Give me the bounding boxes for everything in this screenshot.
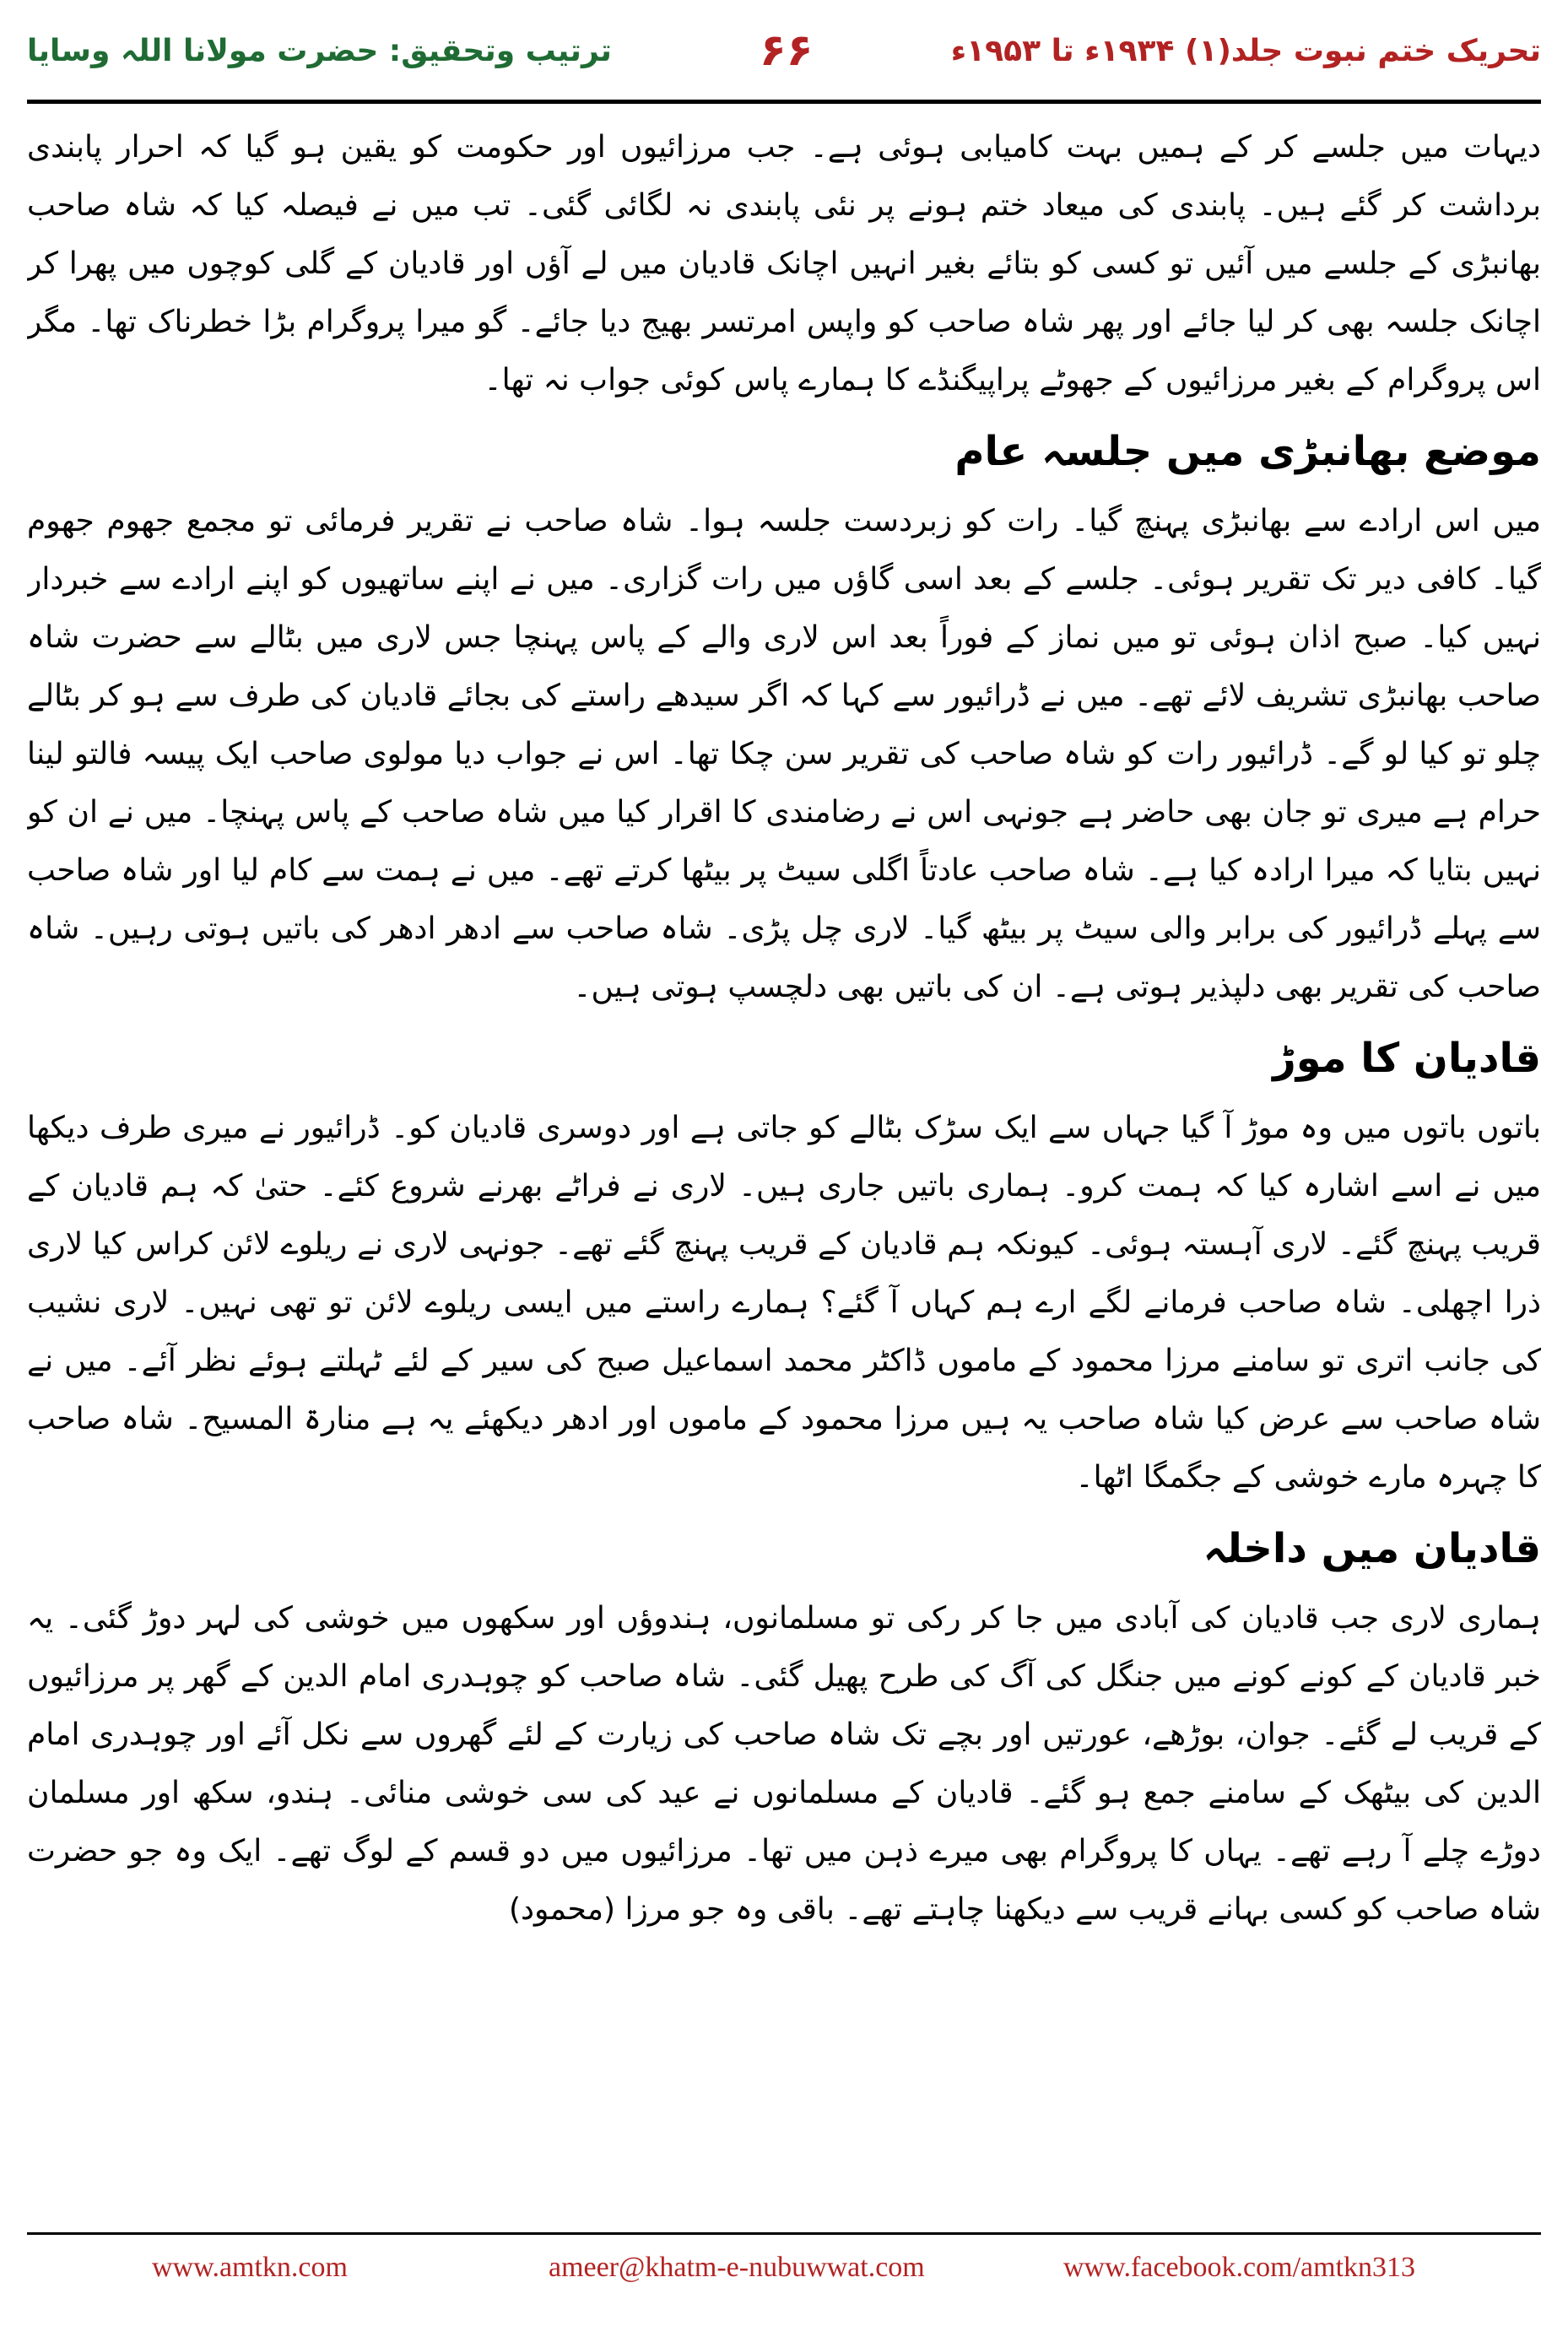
- page-footer: [0, 2252, 1568, 2302]
- footer-email-link[interactable]: ameer@khatm-e-nubuwwat.com: [549, 2252, 925, 2283]
- footer-website-link[interactable]: www.amtkn.com: [152, 2252, 348, 2283]
- paragraph: باتوں باتوں میں وہ موڑ آ گیا جہاں سے ایک سڑک بٹالے کو جاتی ہے اور دوسری قادیان کو۔ ڈرائیور نے میری طرف دیکھا میں نے اسے اشارہ کیا کہ ہمت کرو۔ ہماری باتیں جاری ہیں۔ لاری نے فراٹے بھرنے شروع کئے۔ حتیٰ کہ ہم قادیان کے قریب پہنچ گئے۔ لاری آہستہ ہوئی۔ کیونکہ ہم قادیان کے قریب پہنچ گئے تھے۔ جونہی لاری نے ریلوے لائن کراس کیا لاری ذرا اچھلی۔ شاہ صاحب فرمانے لگے ارے ہم کہاں آ گئے؟ ہمارے راستے میں ایسی ریلوے لائن تو تھی نہیں۔ لاری نشیب کی جانب اتری تو سامنے مرزا محمود کے ماموں ڈاکٹر محمد اسماعیل صبح کی سیر کے لئے ٹہلتے ہوئے نظر آئے۔ میں نے شاہ صاحب سے عرض کیا شاہ صاحب یہ ہیں مرزا محمود کے ماموں اور ادھر دیکھئے یہ ہے منارۃ المسیح۔ شاہ صاحب کا چہرہ مارے خوشی کے جگمگا اٹھا۔: [27, 1111, 1541, 1495]
- paragraph: دیہات میں جلسے کر کے ہمیں بہت کامیابی ہوئی ہے۔ جب مرزائیوں اور حکومت کو یقین ہو گیا کہ احرار پابندی برداشت کر گئے ہیں۔ پابندی کی میعاد ختم ہونے پر نئی پابندی نہ لگائی گئی۔ تب میں نے فیصلہ کیا کہ شاہ صاحب بھانبڑی کے جلسے میں آئیں تو کسی کو بتائے بغیر انہیں اچانک قادیان میں لے آؤں اور قادیان کے گلی کوچوں میں پھرا کر اچانک جلسہ بھی کر لیا جائے اور پھر شاہ صاحب کو واپس امرتسر بھیج دیا جائے۔ گو میرا پروگرام بڑا خطرناک تھا۔ مگر اس پروگرام کے بغیر مرزائیوں کے جھوٹے پراپیگنڈے کا ہمارے پاس کوئی جواب نہ تھا۔: [27, 130, 1541, 398]
- footer-facebook-link[interactable]: www.facebook.com/amtkn313: [1063, 2252, 1416, 2283]
- header-book-title: تحریک ختم نبوت جلد(۱) ۱۹۳۴ء تا ۱۹۵۳ء: [950, 34, 1541, 68]
- header-divider: [27, 100, 1541, 104]
- header-compiler: ترتیب وتحقیق: حضرت مولانا اللہ وسایا: [27, 34, 612, 68]
- page-header: [0, 0, 1568, 105]
- section-heading: قادیان کا موڑ: [1273, 1035, 1541, 1082]
- section-heading: موضع بھانبڑی میں جلسہ عام: [954, 428, 1541, 475]
- paragraph: ہماری لاری جب قادیان کی آبادی میں جا کر رکی تو مسلمانوں، ہندوؤں اور سکھوں میں خوشی کی لہر دوڑ گئی۔ یہ خبر قادیان کے کونے کونے میں جنگل کی آگ کی طرح پھیل گئی۔ شاہ صاحب کو چوہدری امام الدین کے گھر پر مرزائیوں کے قریب لے گئے۔ جوان، بوڑھے، عورتیں اور بچے تک شاہ صاحب کی زیارت کے لئے گھروں سے نکل آئے اور چوہدری امام الدین کی بیٹھک کے سامنے جمع ہو گئے۔ قادیان کے مسلمانوں نے عید کی سی خوشی منائی۔ ہندو، سکھ اور مسلمان دوڑے چلے آ رہے تھے۔ یہاں کا پروگرام بھی میرے ذہن میں تھا۔ مرزائیوں میں دو قسم کے لوگ تھے۔ ایک وہ جو حضرت شاہ صاحب کو کسی بہانے قریب سے دیکھنا چاہتے تھے۔ باقی وہ جو مرزا (محمود): [27, 1601, 1541, 1927]
- footer-divider: [27, 2232, 1541, 2235]
- page-body: [27, 118, 1541, 2224]
- page-number: ۶۶: [760, 25, 814, 76]
- paragraph: میں اس ارادے سے بھانبڑی پہنچ گیا۔ رات کو زبردست جلسہ ہوا۔ شاہ صاحب نے تقریر فرمائی تو مجمع جھوم جھوم گیا۔ کافی دیر تک تقریر ہوئی۔ جلسے کے بعد اسی گاؤں میں رات گزاری۔ میں نے اپنے ساتھیوں کو اپنے ارادے سے خبردار نہیں کیا۔ صبح اذان ہوئی تو میں نماز کے فوراً بعد اس لاری والے کے پاس پہنچا جس لاری میں بٹالے سے حضرت شاہ صاحب بھانبڑی تشریف لائے تھے۔ میں نے ڈرائیور سے کہا کہ اگر سیدھے راستے کی بجائے قادیان کی طرف سے ہو کر بٹالے چلو تو کیا لو گے۔ ڈرائیور رات کو شاہ صاحب کی تقریر سن چکا تھا۔ اس نے جواب دیا مولوی صاحب ایک پیسہ فالتو لینا حرام ہے میری تو جان بھی حاضر ہے جونہی اس نے رضامندی کا اقرار کیا میں شاہ صاحب کے پاس پہنچا۔ میں نے ان کو نہیں بتایا کہ میرا ارادہ کیا ہے۔ شاہ صاحب عادتاً اگلی سیٹ پر بیٹھا کرتے تھے۔ میں نے ہمت سے کام لیا اور شاہ صاحب سے پہلے ڈرائیور کی برابر والی سیٹ پر بیٹھ گیا۔ لاری چل پڑی۔ شاہ صاحب سے ادھر ادھر کی باتیں ہوتی رہیں۔ شاہ صاحب کی تقریر بھی دلپذیر ہوتی ہے۔ ان کی باتیں بھی دلچسپ ہوتی ہیں۔: [27, 504, 1541, 1004]
- section-heading: قادیان میں داخلہ: [1203, 1525, 1541, 1572]
